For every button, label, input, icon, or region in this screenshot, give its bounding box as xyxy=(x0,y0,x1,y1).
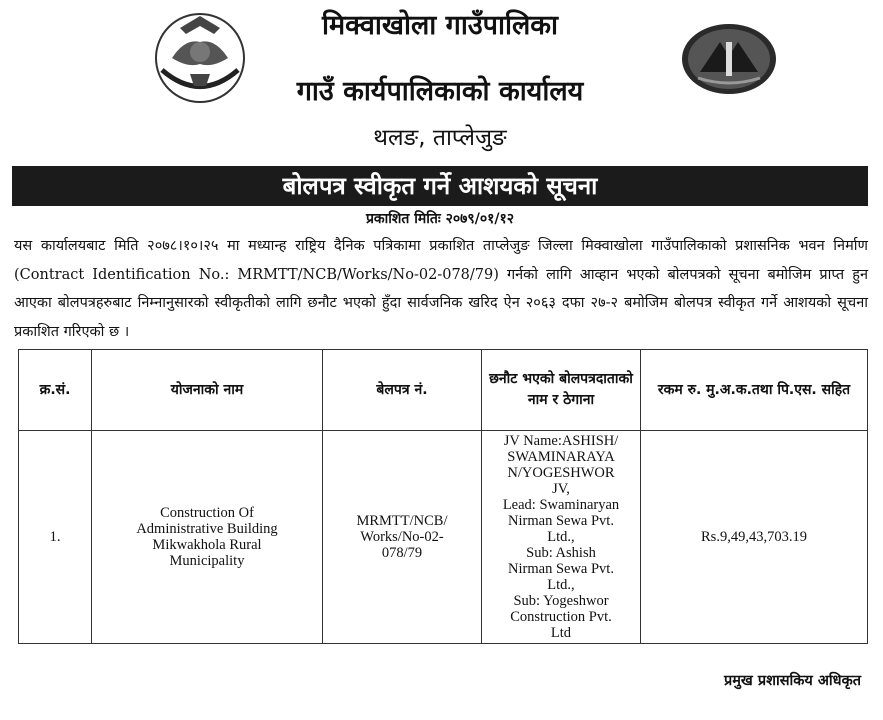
bidder-line: Nirman Sewa Pvt. xyxy=(508,561,614,577)
bidder-line: SWAMINARAYA xyxy=(507,449,615,465)
office-address: थलङ, ताप्लेजुङ xyxy=(373,125,507,151)
bidder-line: JV, xyxy=(552,481,570,497)
municipality-logo xyxy=(680,22,778,96)
notice-title: बोलपत्र स्वीकृत गर्ने आशयको सूचना xyxy=(12,166,868,206)
bidder-line: Ltd., xyxy=(547,577,575,593)
cell-amount: Rs.9,49,43,703.19 xyxy=(641,431,868,644)
col-header-bidder: छनौट भएको बोलपत्रदाताको नाम र ठेगाना xyxy=(482,350,641,431)
bidder-line: JV Name:ASHISH/ xyxy=(503,433,619,449)
table-row xyxy=(19,431,868,644)
bidder-line: N/YOGESHWOR xyxy=(507,465,615,481)
bidder-line: Sub: Ashish xyxy=(526,545,596,561)
table-header-row xyxy=(19,350,868,431)
published-date: प्रकाशित मितिः २०७९/०१/१२ xyxy=(365,211,515,227)
bidder-line: Ltd., xyxy=(547,529,575,545)
municipality-name: मिक्वाखोला गाउँपालिका xyxy=(322,10,558,41)
col-header-amount: रकम रु. मु.अ.क.तथा पि.एस. सहित xyxy=(641,350,868,431)
cell-bidder xyxy=(482,431,641,644)
col-header-project: योजनाको नाम xyxy=(92,350,323,431)
bidder-line: Construction Pvt. xyxy=(510,609,612,625)
nepal-emblem-logo xyxy=(150,8,250,106)
signatory-title: प्रमुख प्रशासकिय अधिकृत xyxy=(724,673,861,689)
col-header-serial: क्र.सं. xyxy=(19,350,92,431)
award-table xyxy=(18,349,868,644)
office-name: गाउँ कार्यपालिकाको कार्यालय xyxy=(296,76,584,107)
bid-number: MRMTT/NCB/ Works/No-02- 078/79 xyxy=(356,513,448,561)
bidder-line: Ltd xyxy=(550,625,572,641)
col-header-bid-no: बेलपत्र नं. xyxy=(323,350,482,431)
project-name: Construction Of Administrative Building Mikwakhola Rural Municipality xyxy=(136,505,278,569)
bidder-line: Lead: Swaminaryan xyxy=(502,497,620,513)
cell-serial: 1. xyxy=(19,431,92,644)
notice-paragraph: यस कार्यालयबाट मिति २०७८।१०।२५ मा मध्यान्ह राष्ट्रिय दैनिक पत्रिकामा प्रकाशित ताप्लेजुङ जिल्ला मिक्वाखोला गाउँपालिकाको प्रशासनिक भवन निर्माण (Contract Identification No.: MRMTT/NCB/Works/No-02-078/79) गर्नको लागि आव्हान भएको बोलपत्रको सूचना बमोजिम प्राप्त हुन आएका बोलपत्रहरुबाट निम्नानुसारको स्वीकृतीको लागि छनौट भएको हुँदा सार्वजनिक खरिद ऐन २०६३ दफा २७-२ बमोजिम बोलपत्र स्वीकृत गर्ने आशयको सूचना प्रकाशित गरिएको छ । xyxy=(14,238,868,340)
bidder-line: Sub: Yogeshwor xyxy=(513,593,609,609)
bidder-line: Nirman Sewa Pvt. xyxy=(508,513,614,529)
cell-bid-no xyxy=(323,431,482,644)
cell-project xyxy=(92,431,323,644)
